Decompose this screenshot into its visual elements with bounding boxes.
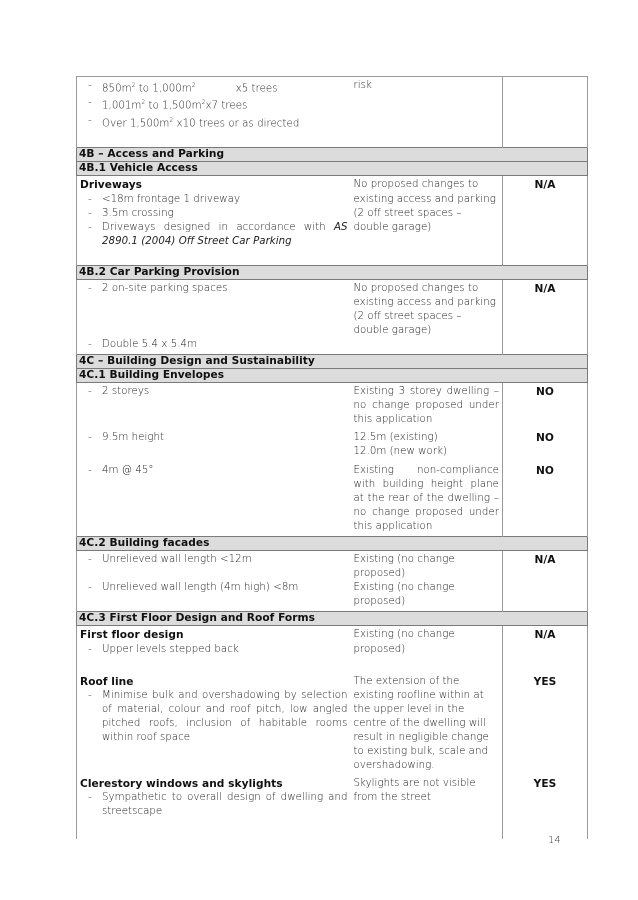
skylights-heading: Clerestory windows and skylights bbox=[80, 778, 283, 791]
access-result: N/A bbox=[534, 179, 556, 192]
envelope-item-2: 9.5m height bbox=[102, 432, 165, 444]
facade-item-1: Unrelieved wall length <12m bbox=[102, 554, 252, 566]
envelope-comment-3: Existing non-compliance with building height plane at the rear of the dwelling – no change proposed under this application bbox=[353, 464, 499, 532]
trees-row bbox=[77, 77, 588, 148]
trees-item-1: - $850m^2$ to $1,000m^2$ x5 trees bbox=[88, 80, 278, 95]
driveways-item-3: - Driveways designed in accordance with AS 2890.1 (2004) Off Street Car Parking bbox=[88, 221, 348, 247]
envelope-result-3: NO bbox=[536, 464, 554, 477]
parking-item-1: - 2 on-site parking spaces bbox=[88, 282, 228, 294]
envelope-result-2: NO bbox=[536, 432, 554, 445]
envelope-comment-2b: 12.0m (new work) bbox=[353, 446, 448, 458]
facade-comment-1: Existing (no change proposed) bbox=[353, 554, 455, 580]
skylights-comment: Skylights are not visible from the street bbox=[353, 778, 476, 804]
driveways-item-1: - <18m frontage 1 driveway bbox=[88, 193, 241, 205]
section-4b1-header: 4B.1 Vehicle Access bbox=[77, 162, 588, 176]
first-floor-comment: Existing (no change proposed) bbox=[353, 629, 455, 655]
compliance-table bbox=[76, 76, 588, 839]
section-4b-header: 4B – Access and Parking bbox=[77, 148, 588, 162]
parking-comment: No proposed changes to existing access and parking (2 off street spaces – double garage) bbox=[353, 282, 496, 337]
roof-line-heading: Roof line bbox=[80, 675, 134, 688]
roof-line-row: Roof line - Minimise bulk and overshadowing by selection of material, colour and roof pitch, low angled pitched roofs, inclusion of habitable rooms within roof space The extension of the existing roofline within at the upper level in the centre of the dwelling will result in negligible change to existing bulk, scale and overshadowing. YES bbox=[77, 673, 588, 776]
page-number: 14 bbox=[548, 835, 561, 846]
access-comment: No proposed changes to existing access and parking (2 off street spaces – double garage) bbox=[353, 179, 496, 233]
driveways-item-2: - 3.5m crossing bbox=[88, 207, 174, 219]
parking-result: N/A bbox=[534, 282, 556, 295]
driveways-heading: Driveways bbox=[80, 179, 143, 192]
envelope-row-1: - 2 storeys Existing 3 storey dwelling – no change proposed under this application NO bbox=[77, 383, 588, 430]
parking-item-2: - Double 5.4 x 5.4m bbox=[88, 339, 198, 351]
parking-row bbox=[77, 279, 588, 354]
roof-line-comment: The extension of the existing roofline within at the upper level in the centre of the dwelling will result in negligible change to existing bulk, scale and overshadowing. bbox=[353, 675, 489, 772]
first-floor-row: First floor design - Upper levels stepped back Existing (no change proposed) N/A bbox=[77, 626, 588, 673]
skylights-result: YES bbox=[533, 778, 557, 791]
first-floor-heading: First floor design bbox=[80, 629, 184, 642]
skylights-item: Sympathetic to overall design of dwelling and streetscape bbox=[102, 792, 348, 818]
trees-comment: risk bbox=[353, 80, 372, 91]
facade-result: N/A bbox=[534, 554, 556, 567]
envelope-row-3: - 4m @ 45° Existing non-compliance with building height plane at the rear of the dwelling – no change proposed under this application NO bbox=[77, 462, 588, 537]
envelope-comment-1: Existing 3 storey dwelling – no change proposed under this application bbox=[353, 386, 499, 426]
section-4c3-header: 4C.3 First Floor Design and Roof Forms bbox=[77, 612, 588, 626]
first-floor-result: N/A bbox=[534, 629, 556, 642]
driveways-row bbox=[77, 176, 588, 265]
facade-item-2: Unrelieved wall length (4m high) <8m bbox=[102, 582, 299, 594]
envelope-item-1: 2 storeys bbox=[102, 386, 150, 398]
roof-line-item: Minimise bulk and overshadowing by selection of material, colour and roof pitch, low angled pitched roofs, inclusion of habitable rooms within roof space bbox=[102, 689, 348, 743]
trees-item-3: - Over $1,500m^2$ x10 trees or as directed bbox=[88, 114, 300, 130]
first-floor-item: Upper levels stepped back bbox=[102, 643, 239, 655]
skylights-row: Clerestory windows and skylights - Sympathetic to overall design of dwelling and streetscape Skylights are not visible from the street YES bbox=[77, 775, 588, 839]
section-4c-header: 4C – Building Design and Sustainability bbox=[77, 355, 588, 369]
envelope-item-3: 4m @ 45° bbox=[102, 464, 154, 476]
facade-comment-2: Existing (no change proposed) bbox=[353, 582, 455, 608]
roof-line-result: YES bbox=[533, 675, 557, 688]
section-4b2-header: 4B.2 Car Parking Provision bbox=[77, 265, 588, 279]
envelope-comment-2a: 12.5m (existing) bbox=[353, 432, 438, 444]
section-4c2-header: 4C.2 Building facades bbox=[77, 537, 588, 551]
trees-item-2: - $1,001m^2$ to $1,500m^2x7$ trees bbox=[88, 97, 248, 112]
envelope-result-1: NO bbox=[536, 386, 554, 399]
facade-row: - Unrelieved wall length <12m - Unrelieved wall length (4m high) <8m Existing (no change proposed) Existing (no change proposed) N/A bbox=[77, 551, 588, 612]
envelope-row-2: - 9.5m height 12.5m (existing) 12.0m (new work) NO bbox=[77, 429, 588, 461]
section-4c1-header: 4C.1 Building Envelopes bbox=[77, 369, 588, 383]
